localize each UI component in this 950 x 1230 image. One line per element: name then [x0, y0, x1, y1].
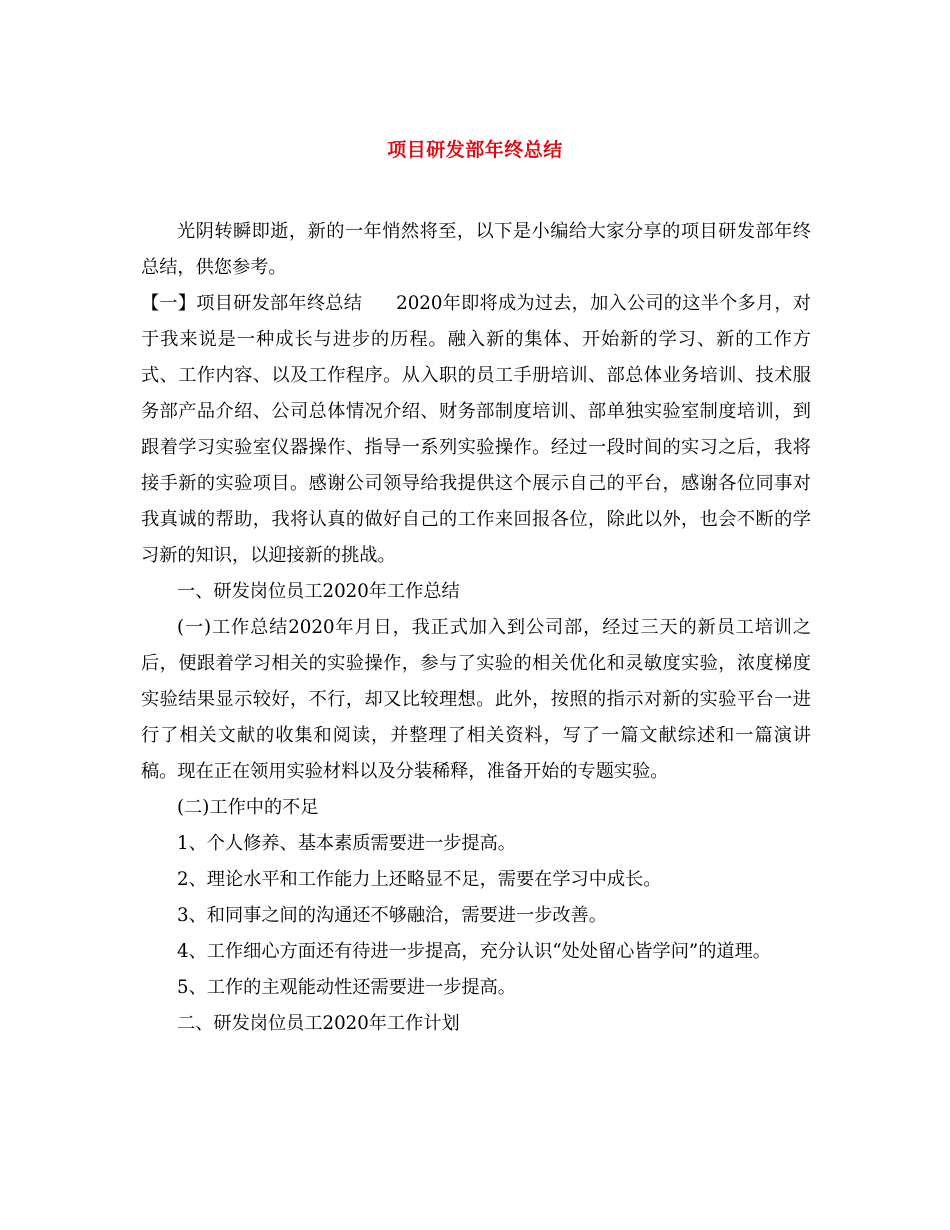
shortcoming-item-4: 4、工作细心方面还有待进一步提高，充分认识“处处留心皆学问”的道理。: [177, 941, 771, 962]
work-summary-paragraph: (一)工作总结2020年月日，我正式加入到公司部，经过三天的新员工培训之后，便跟着学习相关的实验操作，参与了实验的相关优化和灵敏度实验，浓度梯度实验结果显示较好，不行，却又比较理想。此外，按照的指示对新的实验平台一进行了相关文献的收集和阅读，并整理了相关资料，写了一篇文献综述和一篇演讲稿。现在正在领用实验材料以及分装稀释，准备开始的专题实验。: [141, 617, 811, 782]
section1-paragraph: [141, 286, 811, 574]
shortcoming-item-2: 2、理论水平和工作能力上还略显不足，需要在学习中成长。: [177, 869, 662, 890]
intro-paragraph: 光阴转瞬即逝，新的一年悄然将至，以下是小编给大家分享的项目研发部年终总结，供您参考。: [141, 221, 811, 278]
section1-body: 2020年即将成为过去，加入公司的这半个多月，对于我来说是一种成长与进步的历程。融入新的集体、开始新的学习、新的工作方式、工作内容、以及工作程序。从入职的员工手册培训、部总体业务培训、技术服务部产品介绍、公司总体情况介绍、财务部制度培训、部单独实验室制度培训，到跟着学习实验室仪器操作、指导一系列实验操作。经过一段时间的实习之后，我将接手新的实验项目。感谢公司领导给我提供这个展示自己的平台，感谢各位同事对我真诚的帮助，我将认真的做好自己的工作来回报各位，除此以外，也会不断的学习新的知识，以迎接新的挑战。: [141, 293, 811, 566]
shortcomings-heading: (二)工作中的不足: [177, 797, 319, 818]
shortcoming-item-1: 1、个人修养、基本素质需要进一步提高。: [177, 833, 516, 854]
part1-heading: 一、研发岗位员工2020年工作总结: [177, 581, 460, 602]
section1-heading: 【一】项目研发部年终总结: [141, 293, 363, 314]
part2-heading: 二、研发岗位员工2020年工作计划: [177, 1013, 460, 1034]
document-body: [141, 214, 811, 1042]
shortcoming-item-3: 3、和同事之间的沟通还不够融洽，需要进一步改善。: [177, 905, 607, 926]
shortcoming-item-5: 5、工作的主观能动性还需要进一步提高。: [177, 977, 516, 998]
document-title: 项目研发部年终总结: [387, 139, 563, 161]
